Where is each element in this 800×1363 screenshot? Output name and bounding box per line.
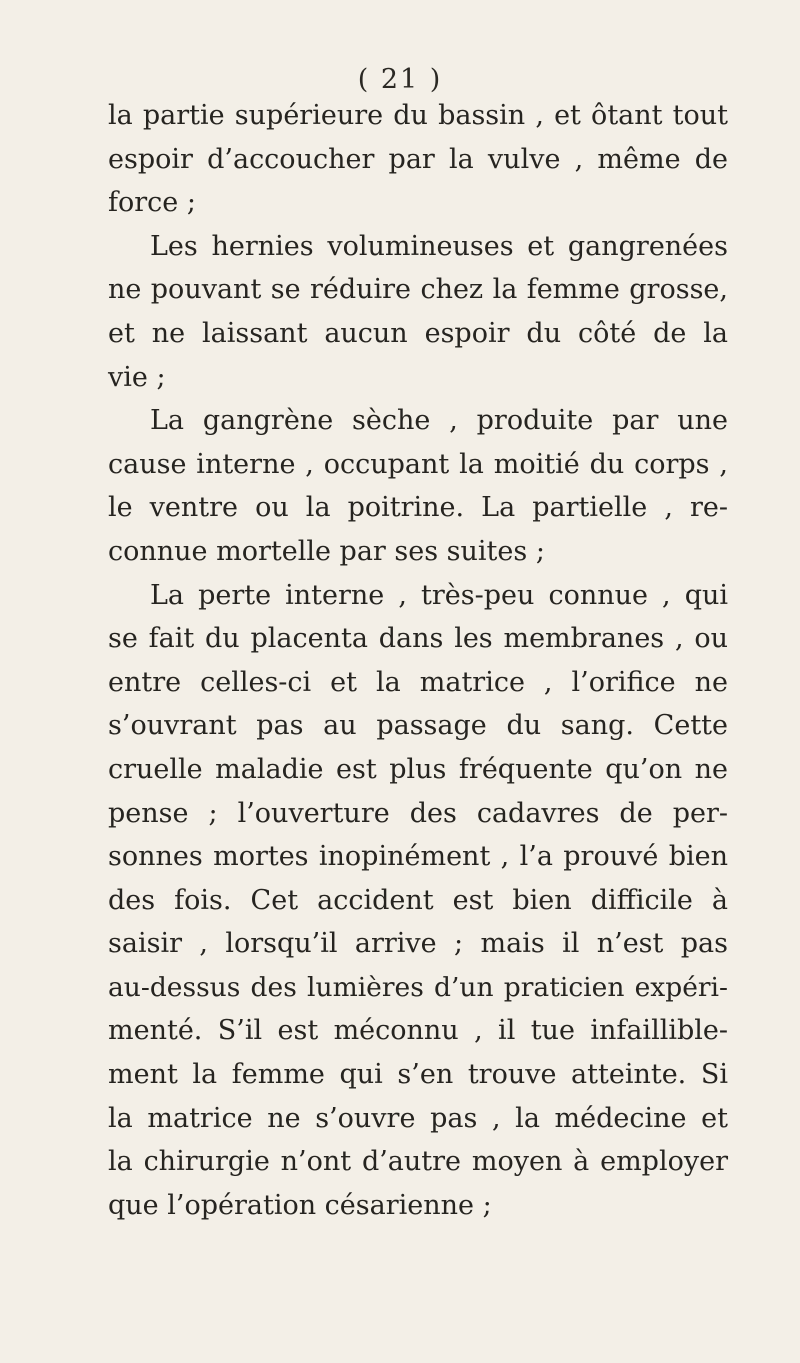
text-line: la chirurgie n’ont d’autre moyen à employer: [108, 1146, 728, 1178]
text-line: au-dessus des lumières d’un praticien expéri-: [108, 971, 728, 1003]
text-line: sonnes mortes inopinément , l’a prouvé bien: [108, 841, 728, 873]
text-line: connue mortelle par ses suites ;: [108, 535, 545, 567]
text-line: la partie supérieure du bassin , et ôtant tout: [108, 100, 728, 131]
body-text: [108, 94, 728, 1227]
page-number: ( 21 ): [357, 64, 443, 95]
text-line: vie ;: [108, 361, 166, 393]
text-line: le ventre ou la poitrine. La partielle , re-: [108, 492, 728, 524]
text-line: cause interne , occupant la moitié du corps ,: [108, 448, 728, 480]
text-line: espoir d’accoucher par la vulve , même de: [108, 143, 728, 175]
text-line: pense ; l’ouverture des cadavres de per-: [108, 797, 728, 829]
text-line: se fait du placenta dans les membranes , ou: [108, 623, 728, 655]
text-line: ment la femme qui s’en trouve atteinte. Si: [108, 1059, 728, 1091]
text-line: La gangrène sèche , produite par une: [150, 405, 728, 437]
text-line: entre celles-ci et la matrice , l’orifice ne: [108, 666, 728, 698]
text-line: force ;: [108, 187, 196, 219]
text-line: cruelle maladie est plus fréquente qu’on ne: [108, 753, 728, 785]
text-line: menté. S’il est méconnu , il tue infaillible-: [108, 1015, 728, 1047]
text-line: et ne laissant aucun espoir du côté de la: [108, 317, 728, 349]
text-line: des fois. Cet accident est bien difficile à: [108, 884, 728, 916]
text-line: Les hernies volumineuses et gangrenées: [150, 230, 728, 262]
text-line: ne pouvant se réduire chez la femme grosse,: [108, 274, 728, 306]
text-line: s’ouvrant pas au passage du sang. Cette: [108, 710, 728, 742]
text-line: La perte interne , très-peu connue , qui: [150, 579, 728, 611]
text-line: la matrice ne s’ouvre pas , la médecine et: [108, 1102, 728, 1134]
text-line: que l’opération césarienne ;: [108, 1189, 492, 1221]
text-line: saisir , lorsqu’il arrive ; mais il n’est pas: [108, 928, 728, 960]
